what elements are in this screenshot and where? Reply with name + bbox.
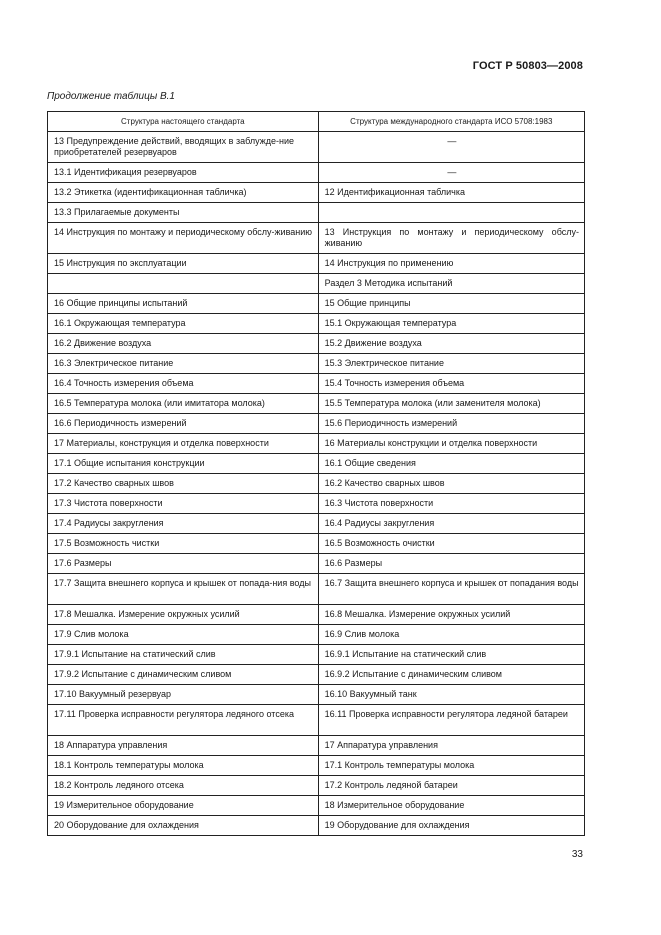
cell-national: 17.7 Защита внешнего корпуса и крышек от попада-ния воды <box>48 574 319 605</box>
table-row <box>48 274 585 294</box>
cell-national: 13.2 Этикетка (идентификационная табличка) <box>48 183 319 203</box>
cell-international: 16.8 Мешалка. Измерение окружных усилий <box>318 605 584 625</box>
cell-national: 16.6 Периодичность измерений <box>48 414 319 434</box>
cell-international: 16.6 Размеры <box>318 554 584 574</box>
cell-international: 16.9.1 Испытание на статический слив <box>318 645 584 665</box>
cell-international: — <box>318 132 584 163</box>
cell-national: 18.1 Контроль температуры молока <box>48 756 319 776</box>
cell-national: 17.5 Возможность чистки <box>48 534 319 554</box>
column-header-international: Структура международного стандарта ИСО 5708:1983 <box>318 112 584 132</box>
cell-international: 16.1 Общие сведения <box>318 454 584 474</box>
cell-international: 17.1 Контроль температуры молока <box>318 756 584 776</box>
table-caption: Продолжение таблицы В.1 <box>47 91 175 102</box>
table-row <box>48 756 585 776</box>
cell-international: Раздел 3 Методика испытаний <box>318 274 584 294</box>
table-row <box>48 665 585 685</box>
cell-international: 15.4 Точность измерения объема <box>318 374 584 394</box>
cell-international: 15.3 Электрическое питание <box>318 354 584 374</box>
cell-international: 17.2 Контроль ледяной батареи <box>318 776 584 796</box>
cell-national: 14 Инструкция по монтажу и периодическому обслу-живанию <box>48 223 319 254</box>
cell-international: 16.2 Качество сварных швов <box>318 474 584 494</box>
cell-international: 18 Измерительное оборудование <box>318 796 584 816</box>
cell-national: 17.1 Общие испытания конструкции <box>48 454 319 474</box>
cell-national: 17.10 Вакуумный резервуар <box>48 685 319 705</box>
column-header-national: Структура настоящего стандарта <box>48 112 319 132</box>
table-row <box>48 705 585 736</box>
cell-national: 17.2 Качество сварных швов <box>48 474 319 494</box>
cell-international: 16.5 Возможность очистки <box>318 534 584 554</box>
cell-national: 17.6 Размеры <box>48 554 319 574</box>
table-row <box>48 554 585 574</box>
table-row <box>48 816 585 836</box>
cell-national: 18 Аппаратура управления <box>48 736 319 756</box>
correspondence-table <box>47 111 585 836</box>
cell-national: 16.2 Движение воздуха <box>48 334 319 354</box>
cell-national: 17.8 Мешалка. Измерение окружных усилий <box>48 605 319 625</box>
cell-international: 13 Инструкция по монтажу и периодическому обслу-живанию <box>318 223 584 254</box>
cell-international: 12 Идентификационная табличка <box>318 183 584 203</box>
cell-international: 16.10 Вакуумный танк <box>318 685 584 705</box>
cell-national: 16.3 Электрическое питание <box>48 354 319 374</box>
cell-international: 16.7 Защита внешнего корпуса и крышек от попадания воды <box>318 574 584 605</box>
table-header-row <box>48 112 585 132</box>
cell-international: 15.2 Движение воздуха <box>318 334 584 354</box>
table-row <box>48 314 585 334</box>
table-row <box>48 163 585 183</box>
page-number: 33 <box>571 849 583 860</box>
table-row <box>48 534 585 554</box>
cell-national: 17.9.1 Испытание на статический слив <box>48 645 319 665</box>
cell-international: 15.5 Температура молока (или заменителя молока) <box>318 394 584 414</box>
cell-national: 15 Инструкция по эксплуатации <box>48 254 319 274</box>
table-row <box>48 374 585 394</box>
cell-international: 16.3 Чистота поверхности <box>318 494 584 514</box>
cell-international: 16 Материалы конструкции и отделка поверхности <box>318 434 584 454</box>
table-row <box>48 254 585 274</box>
cell-national: 16.1 Окружающая температура <box>48 314 319 334</box>
table-row <box>48 294 585 314</box>
table-row <box>48 736 585 756</box>
table-row <box>48 223 585 254</box>
cell-international: 16.4 Радиусы закругления <box>318 514 584 534</box>
table-row <box>48 605 585 625</box>
cell-national: 17.4 Радиусы закругления <box>48 514 319 534</box>
table-row <box>48 574 585 605</box>
cell-international: 15.1 Окружающая температура <box>318 314 584 334</box>
table-row <box>48 796 585 816</box>
table-row <box>48 494 585 514</box>
table-row <box>48 414 585 434</box>
table-row <box>48 183 585 203</box>
cell-international: 17 Аппаратура управления <box>318 736 584 756</box>
table-row <box>48 203 585 223</box>
table-row <box>48 685 585 705</box>
cell-international: 16.9.2 Испытание с динамическим сливом <box>318 665 584 685</box>
cell-national: 13 Предупреждение действий, вводящих в заблужде-ние приобретателей резервуаров <box>48 132 319 163</box>
table-row <box>48 514 585 534</box>
cell-national: 16.4 Точность измерения объема <box>48 374 319 394</box>
cell-national: 17.9.2 Испытание с динамическим сливом <box>48 665 319 685</box>
cell-international: 15.6 Периодичность измерений <box>318 414 584 434</box>
cell-national <box>48 274 319 294</box>
table-row <box>48 132 585 163</box>
cell-national: 16.5 Температура молока (или имитатора молока) <box>48 394 319 414</box>
table-row <box>48 776 585 796</box>
cell-national: 20 Оборудование для охлаждения <box>48 816 319 836</box>
table-row <box>48 625 585 645</box>
table-row <box>48 354 585 374</box>
cell-national: 17.11 Проверка исправности регулятора ледяного отсека <box>48 705 319 736</box>
cell-international: 19 Оборудование для охлаждения <box>318 816 584 836</box>
cell-international: 16.9 Слив молока <box>318 625 584 645</box>
cell-national: 17 Материалы, конструкция и отделка поверхности <box>48 434 319 454</box>
cell-international: 16.11 Проверка исправности регулятора ледяной батареи <box>318 705 584 736</box>
cell-national: 13.3 Прилагаемые документы <box>48 203 319 223</box>
cell-national: 19 Измерительное оборудование <box>48 796 319 816</box>
cell-national: 16 Общие принципы испытаний <box>48 294 319 314</box>
cell-national: 17.9 Слив молока <box>48 625 319 645</box>
cell-international: 15 Общие принципы <box>318 294 584 314</box>
table-row <box>48 434 585 454</box>
cell-national: 18.2 Контроль ледяного отсека <box>48 776 319 796</box>
cell-national: 13.1 Идентификация резервуаров <box>48 163 319 183</box>
table-row <box>48 394 585 414</box>
table-row <box>48 645 585 665</box>
document-header: ГОСТ Р 50803—2008 <box>472 60 583 72</box>
table-row <box>48 454 585 474</box>
cell-national: 17.3 Чистота поверхности <box>48 494 319 514</box>
cell-international: — <box>318 163 584 183</box>
table-row <box>48 474 585 494</box>
cell-international <box>318 203 584 223</box>
table-row <box>48 334 585 354</box>
cell-international: 14 Инструкция по применению <box>318 254 584 274</box>
